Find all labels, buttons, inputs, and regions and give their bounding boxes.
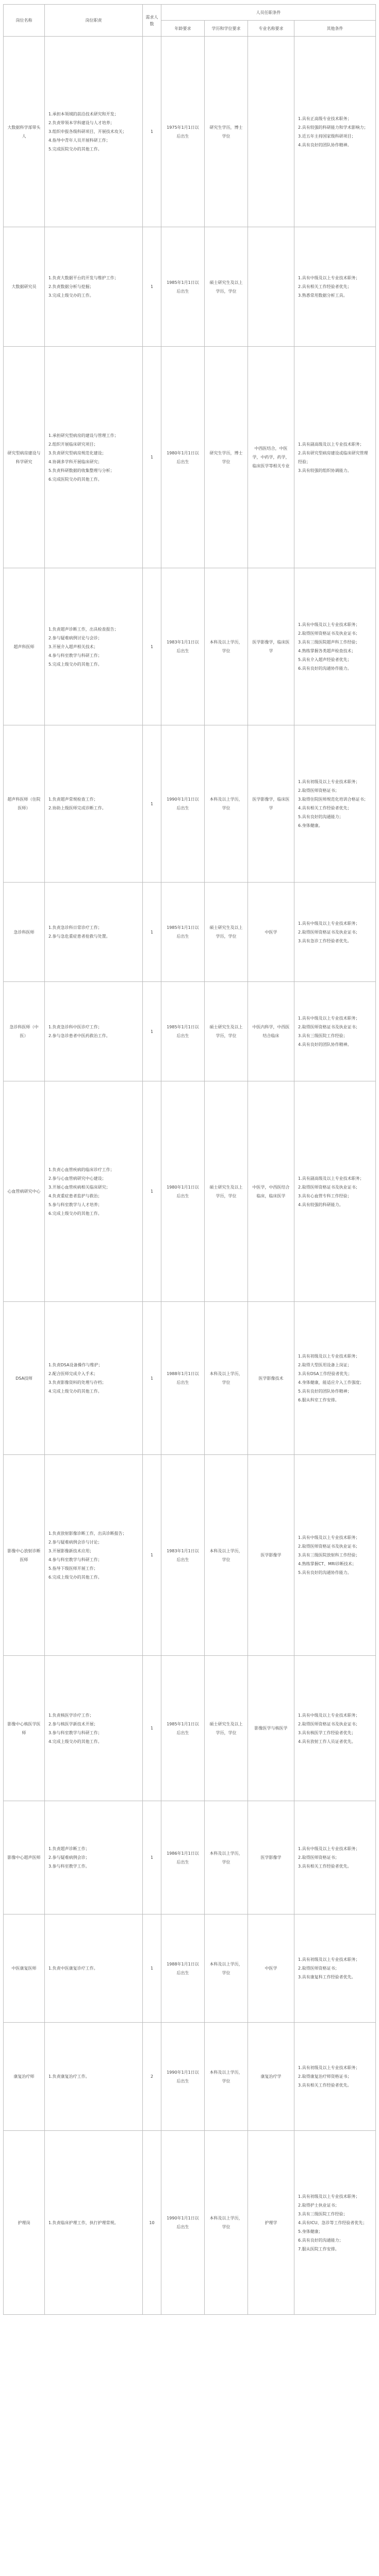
- cell-major: 医学影像学，临床医学: [248, 568, 294, 725]
- cell-duties-line: 1.承担研究型病房的建设与管理工作；: [48, 433, 119, 438]
- cell-duties: [45, 37, 143, 227]
- table-body: [4, 37, 376, 2315]
- cell-major: 康复治疗学: [248, 2023, 294, 2131]
- cell-duties-line: 6.完成上级交办的其他工作。: [48, 1211, 102, 1216]
- cell-duties-line: 1.负责心血管疾病的临床诊疗工作；: [48, 1167, 114, 1172]
- cell-duties: [45, 725, 143, 883]
- cell-age: 1985年1月1日以后出生: [161, 1656, 205, 1801]
- cell-duties-line: 1.负责放射影像诊断工作，出具诊断报告；: [48, 1531, 127, 1536]
- cell-other: [294, 2023, 376, 2131]
- cell-major: 影像医学与核医学: [248, 1656, 294, 1801]
- cell-major: 中西医结合，中医学，中药学，药学，临床医学等相关专业: [248, 347, 294, 568]
- cell-duties-line: 2.组织开展临床研究项目；: [48, 442, 98, 447]
- cell-duties-line: 1.负责核医学诊疗工作；: [48, 1713, 94, 1718]
- cell-other-line: 3.取得住院医师规范化培训合格证书；: [298, 797, 368, 802]
- cell-other-line: 6.服从科室工作安排。: [298, 1398, 339, 1402]
- cell-other: [294, 1081, 376, 1302]
- cell-education: 本科及以上学历，学位: [205, 2023, 248, 2131]
- cell-other-line: 4.具有放射工作人员证者优先。: [298, 1739, 356, 1744]
- cell-position: 护理岗: [4, 2131, 45, 2315]
- cell-other-line: 3.具有三级医院工作经验；: [298, 2211, 348, 2216]
- cell-duties-line: 4.协调多学科开展临床研究；: [48, 459, 102, 464]
- cell-duties-line: 3.开展介入超声相关技术；: [48, 644, 98, 649]
- cell-other-line: 2.取得护士执业证书；: [298, 2202, 339, 2208]
- cell-other: [294, 1656, 376, 1801]
- header-education: 学历和学位要求: [205, 21, 248, 37]
- cell-education: 本科及以上学历，学位: [205, 1302, 248, 1455]
- cell-duties-line: 2.参与急诊患者中医药救治工作。: [48, 1033, 110, 1038]
- cell-education: 硕士研究生及以上学历，学位: [205, 982, 248, 1081]
- cell-position: 康复治疗师: [4, 2023, 45, 2131]
- cell-count: 1: [143, 227, 161, 347]
- cell-age: 1990年1月1日以后出生: [161, 2023, 205, 2131]
- cell-duties-line: 2.负责数据分析与挖掘；: [48, 284, 94, 289]
- table-row: [4, 2023, 376, 2131]
- cell-duties-line: 1.负责大数据平台的开发与维护工作；: [48, 276, 119, 280]
- cell-duties-line: 2.参与疑难病例会诊；: [48, 1855, 90, 1860]
- cell-other-line: 4.身体健康，能适应介入工作强度；: [298, 1380, 364, 1385]
- cell-other-line: 5.具有良好的沟通能力；: [298, 815, 343, 819]
- cell-other-line: 1.具有正高级专业技术职务；: [298, 116, 352, 121]
- header-other: 其他条件: [294, 21, 376, 37]
- table-row: [4, 883, 376, 982]
- cell-major: 中医学，中西医结合临床，临床医学: [248, 1081, 294, 1302]
- cell-duties-line: 4.负责重症患者监护与救治；: [48, 1193, 102, 1198]
- cell-duties-line: 2.配合医师完成介入手术；: [48, 1371, 98, 1376]
- cell-other: [294, 1302, 376, 1455]
- cell-age: 1980年1月1日以后出生: [161, 347, 205, 568]
- cell-major: 医学影像学: [248, 1455, 294, 1656]
- cell-duties: [45, 883, 143, 982]
- cell-other-line: 5.身体健康；: [298, 2229, 323, 2234]
- cell-education: 本科及以上学历，学位: [205, 1455, 248, 1656]
- cell-count: 1: [143, 1081, 161, 1302]
- cell-other-line: 1.具有初级及以上专业技术职务；: [298, 1957, 360, 1962]
- table-row: [4, 1455, 376, 1656]
- cell-duties-line: 3.开展影像新技术应用；: [48, 1548, 94, 1553]
- header-duties: 岗位职责: [45, 5, 143, 37]
- table-row: [4, 2131, 376, 2315]
- cell-other-line: 1.具有副高级及以上专业技术职务；: [298, 442, 364, 447]
- cell-other-line: 2.取得医师资格证书及执业证书；: [298, 929, 360, 935]
- cell-education: 本科及以上学历，学位: [205, 2131, 248, 2315]
- cell-other-line: 3.具有较强的组织协调能力。: [298, 468, 352, 473]
- cell-duties-line: 4.完成上级交办的其他工作。: [48, 1389, 102, 1394]
- cell-other-line: 3.具有三级医院工作经验；: [298, 1033, 348, 1038]
- cell-other-line: 2.取得医师资格证书及执业证书；: [298, 631, 360, 636]
- table-row: [4, 227, 376, 347]
- cell-age: 1990年1月1日以后出生: [161, 2131, 205, 2315]
- cell-other-line: 5.具有介入超声经验者优先；: [298, 657, 352, 662]
- cell-other-line: 3.具有核医学工作经验者优先；: [298, 1730, 356, 1735]
- cell-other-line: 1.具有中级及以上专业技术职务；: [298, 622, 360, 627]
- cell-position: 研究型病房建设与科学研究: [4, 347, 45, 568]
- cell-other-line: 1.具有初级及以上专业技术职务；: [298, 2065, 360, 2070]
- cell-other: [294, 568, 376, 725]
- cell-position: 影像中心核医学医师: [4, 1656, 45, 1801]
- table-row: [4, 1302, 376, 1455]
- cell-other-line: 3.近五年主持国家级科研项目；: [298, 133, 356, 139]
- cell-duties-line: 1.负责急诊科中医诊疗工作；: [48, 1025, 102, 1029]
- header-age: 年龄要求: [161, 21, 205, 37]
- cell-position: 大数据科学部带头人: [4, 37, 45, 227]
- table-row: [4, 1656, 376, 1801]
- cell-age: 1983年1月1日以后出生: [161, 1455, 205, 1656]
- cell-other-line: 6.具有良好的沟通协作能力。: [298, 666, 352, 671]
- cell-other-line: 3.具有康复科工作经验者优先。: [298, 1975, 356, 1979]
- cell-other-line: 2.具有研究型病房建设或临床研究管理经验；: [298, 450, 368, 464]
- table-row: [4, 37, 376, 227]
- cell-major: [248, 37, 294, 227]
- cell-duties-line: 6.完成上级交办的其他工作。: [48, 1574, 102, 1580]
- cell-count: 1: [143, 1656, 161, 1801]
- cell-position: 影像中心放射诊断医师: [4, 1455, 45, 1656]
- cell-other-line: 6.具有良好的沟通能力；: [298, 2238, 343, 2243]
- cell-age: 1975年1月1日以后出生: [161, 37, 205, 227]
- cell-duties-line: 3.完成上级交办的工作。: [48, 293, 94, 298]
- cell-age: 1985年1月1日以后出生: [161, 227, 205, 347]
- cell-count: 1: [143, 347, 161, 568]
- cell-age: 1986年1月1日以后出生: [161, 1801, 205, 1914]
- cell-other-line: 3.熟悉常用数据分析工具。: [298, 293, 348, 298]
- cell-other-line: 1.具有中级及以上专业技术职务；: [298, 276, 360, 280]
- cell-major: [248, 227, 294, 347]
- cell-duties-line: 2.参与核医学新技术开展；: [48, 1721, 98, 1726]
- cell-duties-line: 4.指导中青年人员开展科研工作；: [48, 138, 110, 143]
- cell-other-line: 2.取得医师资格证书及执业证书；: [298, 1721, 360, 1726]
- cell-other: [294, 725, 376, 883]
- cell-education: 本科及以上学历，学位: [205, 568, 248, 725]
- table-row: [4, 568, 376, 725]
- cell-education: 本科及以上学历，学位: [205, 725, 248, 883]
- cell-other-line: 1.具有中级及以上专业技术职务；: [298, 1535, 360, 1540]
- cell-duties-line: 1.负责超声诊断工作，出具检查报告；: [48, 626, 119, 632]
- cell-position: 急诊科医师: [4, 883, 45, 982]
- cell-duties-line: 5.负责科研数据的收集整理与分析；: [48, 468, 114, 473]
- cell-position: DSA技师: [4, 1302, 45, 1455]
- cell-age: 1985年1月1日以后出生: [161, 883, 205, 982]
- cell-other-line: 4.熟练掌握各类超声检查技术；: [298, 649, 356, 653]
- cell-other-line: 1.具有中级及以上专业技术职务；: [298, 921, 360, 926]
- cell-other: [294, 883, 376, 982]
- cell-count: 1: [143, 1455, 161, 1656]
- cell-duties-line: 6.完成医院交办的其他工作。: [48, 477, 102, 482]
- cell-other-line: 2.取得医师资格证书；: [298, 788, 339, 793]
- cell-count: 1: [143, 1914, 161, 2023]
- cell-position: 心血管病研究中心: [4, 1081, 45, 1302]
- cell-duties-line: 1.负责中医康复诊疗工作。: [48, 1966, 98, 1971]
- cell-education: 本科及以上学历，学位: [205, 1801, 248, 1914]
- table-row: [4, 725, 376, 883]
- cell-education: 硕士研究生及以上学历，学位: [205, 883, 248, 982]
- cell-duties: [45, 347, 143, 568]
- cell-duties-line: 1.负责急诊科日常诊疗工作；: [48, 925, 102, 930]
- cell-duties: [45, 1914, 143, 2023]
- cell-duties: [45, 568, 143, 725]
- cell-duties: [45, 1801, 143, 1914]
- cell-other-line: 3.具有三级医院放射科工作经验；: [298, 1553, 360, 1557]
- header-count: 需求人数: [143, 5, 161, 37]
- cell-other-line: 5.具有良好的沟通协作能力。: [298, 1570, 352, 1575]
- cell-duties-line: 3.参与科室教学工作。: [48, 1864, 90, 1869]
- table-row: [4, 1801, 376, 1914]
- cell-duties: [45, 227, 143, 347]
- cell-other-line: 3.具有心血管专科工作经验；: [298, 1193, 352, 1198]
- cell-count: 1: [143, 568, 161, 725]
- cell-other-line: 6.身体健康。: [298, 823, 323, 828]
- cell-duties-line: 1.负责康复治疗工作。: [48, 2074, 90, 2079]
- cell-major: 中医学: [248, 883, 294, 982]
- cell-other-line: 1.具有中级及以上专业技术职务；: [298, 1016, 360, 1021]
- cell-duties-line: 2.参与疑难病例会诊与讨论；: [48, 1539, 102, 1545]
- cell-count: 1: [143, 37, 161, 227]
- cell-other-line: 2.具有相关工作经验者优先；: [298, 284, 352, 289]
- table-header-row: [4, 5, 376, 21]
- cell-duties-line: 3.负责影像资料的处理与存档；: [48, 1380, 106, 1385]
- cell-duties: [45, 1455, 143, 1656]
- cell-other-line: 2.取得康复治疗师资格证书；: [298, 2074, 352, 2079]
- cell-other-line: 1.具有初级及以上专业技术职务；: [298, 1354, 360, 1359]
- cell-other-line: 3.具有三级医院超声科工作经验；: [298, 640, 360, 645]
- cell-position: 大数据研究员: [4, 227, 45, 347]
- cell-other: [294, 227, 376, 347]
- cell-duties: [45, 2023, 143, 2131]
- cell-other: [294, 37, 376, 227]
- cell-other-line: 3.具有相关工作经验者优先。: [298, 1864, 352, 1869]
- cell-duties: [45, 1302, 143, 1455]
- table-row: [4, 1081, 376, 1302]
- cell-duties-line: 2.参与疑难病例讨论与会诊；: [48, 635, 102, 640]
- cell-other-line: 4.具有良好的团队协作精神。: [298, 1042, 352, 1047]
- cell-age: 1990年1月1日以后出生: [161, 725, 205, 883]
- cell-other-line: 5.具有良好的团队协作精神；: [298, 1389, 352, 1394]
- cell-education: 研究生学历，博士学位: [205, 347, 248, 568]
- cell-count: 1: [143, 1801, 161, 1914]
- cell-duties-line: 2.负责带领本学科建设与人才培养；: [48, 121, 114, 125]
- cell-count: 1: [143, 883, 161, 982]
- cell-other: [294, 1455, 376, 1656]
- cell-duties-line: 1.负责超声常规检查工作；: [48, 797, 98, 802]
- cell-duties-line: 3.参与科室教学与科研工作；: [48, 1730, 102, 1735]
- cell-duties-line: 2.协助上级医师完成诊断工作。: [48, 806, 106, 810]
- cell-position: 急诊科医师（中医）: [4, 982, 45, 1081]
- cell-duties: [45, 1656, 143, 1801]
- cell-age: 1988年1月1日以后出生: [161, 1914, 205, 2023]
- cell-other: [294, 1914, 376, 2023]
- cell-duties: [45, 982, 143, 1081]
- cell-other-line: 1.具有中级及以上专业技术职务；: [298, 1713, 360, 1718]
- cell-other-line: 3.具有相关工作经验者优先。: [298, 2083, 352, 2088]
- cell-other: [294, 2131, 376, 2315]
- cell-major: 医学影像技术: [248, 1302, 294, 1455]
- cell-duties-line: 2.参与急危重症患者抢救与处置。: [48, 934, 110, 939]
- cell-duties-line: 1.负责临床护理工作，执行护理常规。: [48, 2220, 119, 2225]
- cell-major: 医学影像学，临床医学: [248, 725, 294, 883]
- cell-other: [294, 1801, 376, 1914]
- cell-duties-line: 3.开展心血管疾病相关临床研究；: [48, 1184, 110, 1190]
- cell-age: 1980年1月1日以后出生: [161, 1081, 205, 1302]
- cell-age: 1988年1月1日以后出生: [161, 1302, 205, 1455]
- cell-other-line: 2.取得医师资格证书；: [298, 1855, 339, 1860]
- cell-other-line: 2.取得医师资格证书；: [298, 1966, 339, 1971]
- cell-position: 超声科医师: [4, 568, 45, 725]
- recruitment-table: [3, 4, 376, 2315]
- cell-position: 超声科医师（住院医师）: [4, 725, 45, 883]
- document-page: [3, 4, 375, 2315]
- cell-other-line: 7.服从医院工作安排。: [298, 2246, 339, 2251]
- cell-other: [294, 347, 376, 568]
- cell-other-line: 3.具有急诊工作经验者优先。: [298, 938, 352, 943]
- cell-other-line: 2.取得大型医用设备上岗证；: [298, 1363, 352, 1367]
- cell-other-line: 2.具有较强的科研能力和学术影响力；: [298, 125, 368, 130]
- cell-education: 硕士研究生及以上学历，学位: [205, 227, 248, 347]
- cell-age: 1983年1月1日以后出生: [161, 568, 205, 725]
- cell-duties: [45, 1081, 143, 1302]
- cell-other-line: 2.取得医师资格证书及执业证书；: [298, 1184, 360, 1190]
- cell-education: 硕士研究生及以上学历，学位: [205, 1656, 248, 1801]
- cell-major: 医学影像学: [248, 1801, 294, 1914]
- cell-other-line: 2.取得医师资格证书及执业证书；: [298, 1544, 360, 1549]
- cell-duties-line: 1.承担本领域的前沿技术研究和开发；: [48, 112, 119, 116]
- header-conditions-group: 人员任职条件: [161, 5, 376, 21]
- cell-duties-line: 2.参与心血管病研究中心建设；: [48, 1176, 106, 1181]
- cell-position: 中医康复医师: [4, 1914, 45, 2023]
- cell-other-line: 1.具有初级及以上专业技术职务；: [298, 779, 360, 784]
- cell-other-line: 1.具有中级及以上专业技术职务；: [298, 1846, 360, 1851]
- cell-count: 2: [143, 2023, 161, 2131]
- cell-count: 1: [143, 725, 161, 883]
- table-row: [4, 1914, 376, 2023]
- cell-duties-line: 3.组织申报各级科研项目，开展技术攻关；: [48, 129, 127, 134]
- cell-other-line: 4.熟练掌握CT、MRI诊断技术；: [298, 1562, 356, 1566]
- cell-other-line: 3.具有DSA工作经验者优先；: [298, 1371, 352, 1376]
- cell-duties-line: 1.负责超声诊断工作；: [48, 1846, 90, 1851]
- cell-other-line: 2.取得医师资格证书及执业证书；: [298, 1025, 360, 1029]
- cell-other-line: 4.具有相关工作经验者优先；: [298, 806, 352, 810]
- cell-other-line: 4.具有较强的科研能力。: [298, 1202, 343, 1207]
- header-position: 岗位名称: [4, 5, 45, 37]
- cell-duties-line: 4.完成上级交办的其他工作。: [48, 1739, 102, 1744]
- cell-education: 本科及以上学历，学位: [205, 1914, 248, 2023]
- cell-other-line: 4.具有ICU、急诊等工作经验者优先；: [298, 2220, 367, 2225]
- cell-major: 中医学: [248, 1914, 294, 2023]
- cell-duties-line: 4.参与科室教学与科研工作；: [48, 1557, 102, 1562]
- cell-major: 护理学: [248, 2131, 294, 2315]
- cell-duties-line: 5.参与科室教学与人才培养；: [48, 1202, 102, 1207]
- cell-duties-line: 3.负责研究型病房规范化建设；: [48, 450, 106, 455]
- cell-education: 研究生学历，博士学位: [205, 37, 248, 227]
- cell-duties: [45, 2131, 143, 2315]
- cell-count: 1: [143, 982, 161, 1081]
- table-row: [4, 347, 376, 568]
- cell-duties-line: 5.指导下级医师开展工作；: [48, 1566, 98, 1571]
- cell-other-line: 1.具有副高级及以上专业技术职务；: [298, 1176, 364, 1181]
- cell-education: 硕士研究生及以上学历，学位: [205, 1081, 248, 1302]
- cell-other: [294, 982, 376, 1081]
- cell-count: 10: [143, 2131, 161, 2315]
- cell-duties-line: 1.负责DSA设备操作与维护；: [48, 1363, 103, 1367]
- cell-duties-line: 5.完成医院交办的其他工作。: [48, 147, 102, 151]
- cell-duties-line: 5.完成上级交办的其他工作。: [48, 662, 102, 667]
- cell-age: 1985年1月1日以后出生: [161, 982, 205, 1081]
- cell-count: 1: [143, 1302, 161, 1455]
- cell-other-line: 4.具有良好的团队协作精神。: [298, 142, 352, 147]
- header-major: 专业名称要求: [248, 21, 294, 37]
- cell-other-line: 1.具有初级及以上专业技术职务；: [298, 2194, 360, 2199]
- table-row: [4, 982, 376, 1081]
- cell-duties-line: 4.参与科室教学与科研工作；: [48, 653, 102, 658]
- cell-position: 影像中心超声医师: [4, 1801, 45, 1914]
- cell-major: 中医内科学，中西医结合临床: [248, 982, 294, 1081]
